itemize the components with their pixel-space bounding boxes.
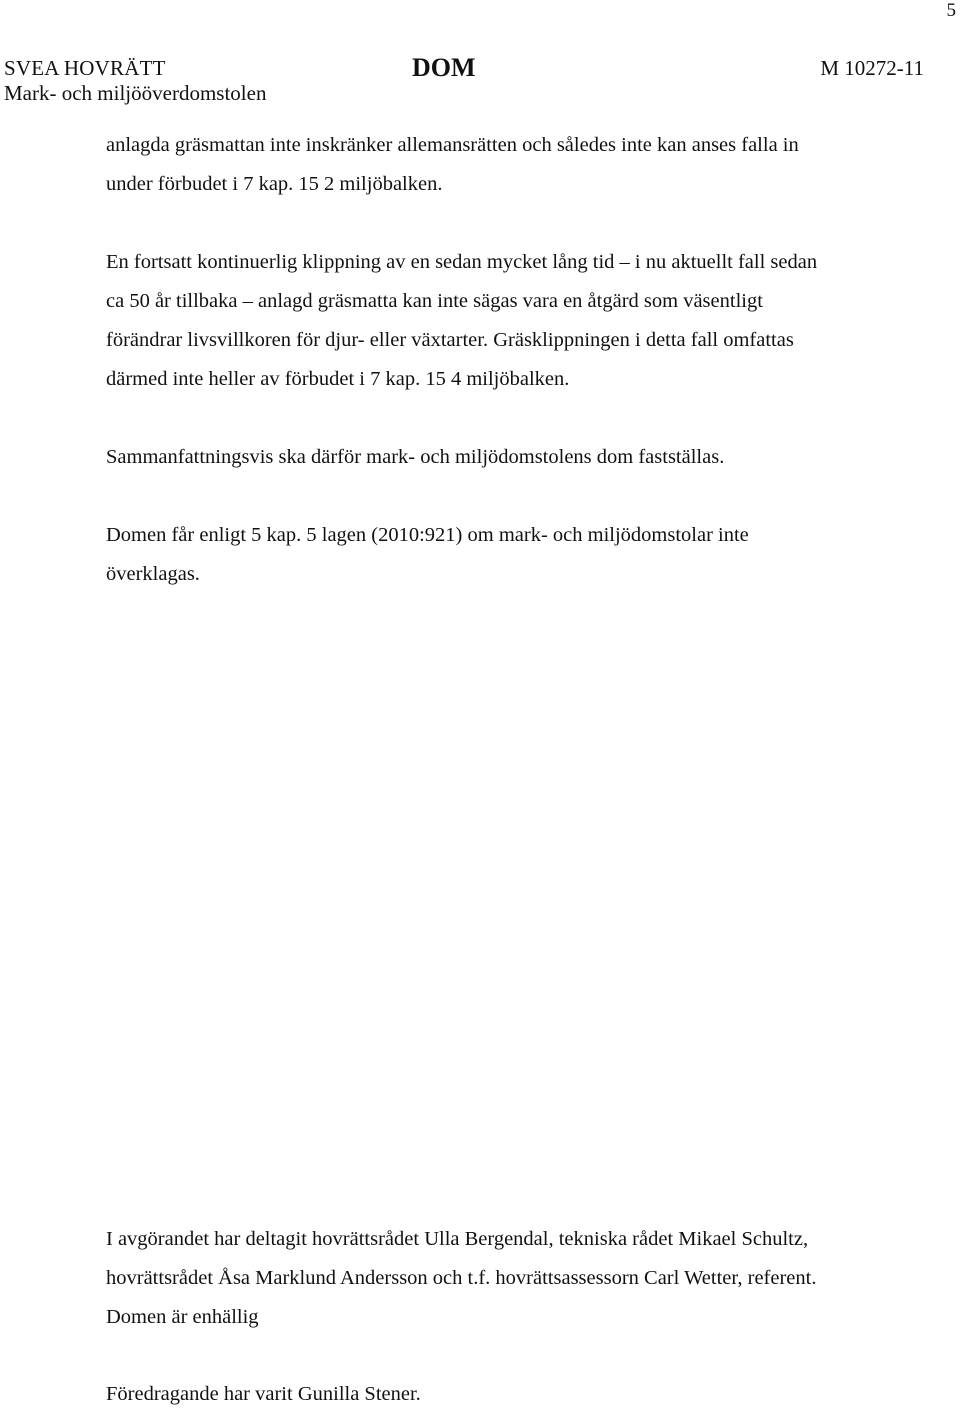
paragraph-3 — [106, 438, 906, 477]
paragraph-line: ca 50 år tillbaka – anlagd gräsmatta kan inte sägas vara en åtgärd som väsentligt — [106, 290, 763, 312]
paragraph-line: överklagas. — [106, 563, 200, 585]
paragraph-line: anlagda gräsmattan inte inskränker allemansrätten och således inte kan anses falla in — [106, 134, 799, 156]
court-name: SVEA HOVRÄTT — [4, 56, 166, 80]
paragraph-line: därmed inte heller av förbudet i 7 kap. 15 4 miljöbalken. — [106, 368, 570, 390]
paragraph-1 — [106, 126, 906, 204]
paragraph-4 — [106, 516, 906, 594]
judgment-body — [106, 126, 906, 594]
page-number: 5 — [946, 0, 956, 21]
document-header — [4, 53, 924, 106]
paragraph-line: Sammanfattningsvis ska därför mark- och miljödomstolens dom fastställas. — [106, 446, 725, 468]
court-division: Mark- och miljööverdomstolen — [4, 81, 267, 105]
participants-line: hovrättsrådet Åsa Marklund Andersson och t.f. hovrättsassessorn Carl Wetter, referent. — [106, 1267, 817, 1289]
paragraph-line: förändrar livsvillkoren för djur- eller växtarter. Gräsklippningen i detta fall omfattas — [106, 329, 794, 351]
rapporteur-statement: Föredragande har varit Gunilla Stener. — [106, 1383, 421, 1405]
paragraph-2 — [106, 243, 906, 399]
unanimous-statement: Domen är enhällig — [106, 1306, 259, 1328]
closing-participants — [106, 1220, 926, 1337]
paragraph-line: under förbudet i 7 kap. 15 2 miljöbalken. — [106, 173, 443, 195]
paragraph-line: Domen får enligt 5 kap. 5 lagen (2010:921) om mark- och miljödomstolar inte — [106, 524, 749, 546]
closing-rapporteur — [106, 1375, 926, 1414]
document-type: DOM — [412, 53, 476, 82]
paragraph-line: En fortsatt kontinuerlig klippning av en sedan mycket lång tid – i nu aktuellt fall sedan — [106, 251, 818, 273]
case-number: M 10272-11 — [820, 56, 924, 80]
participants-line: I avgörandet har deltagit hovrättsrådet Ulla Bergendal, tekniska rådet Mikael Schultz, — [106, 1228, 809, 1250]
